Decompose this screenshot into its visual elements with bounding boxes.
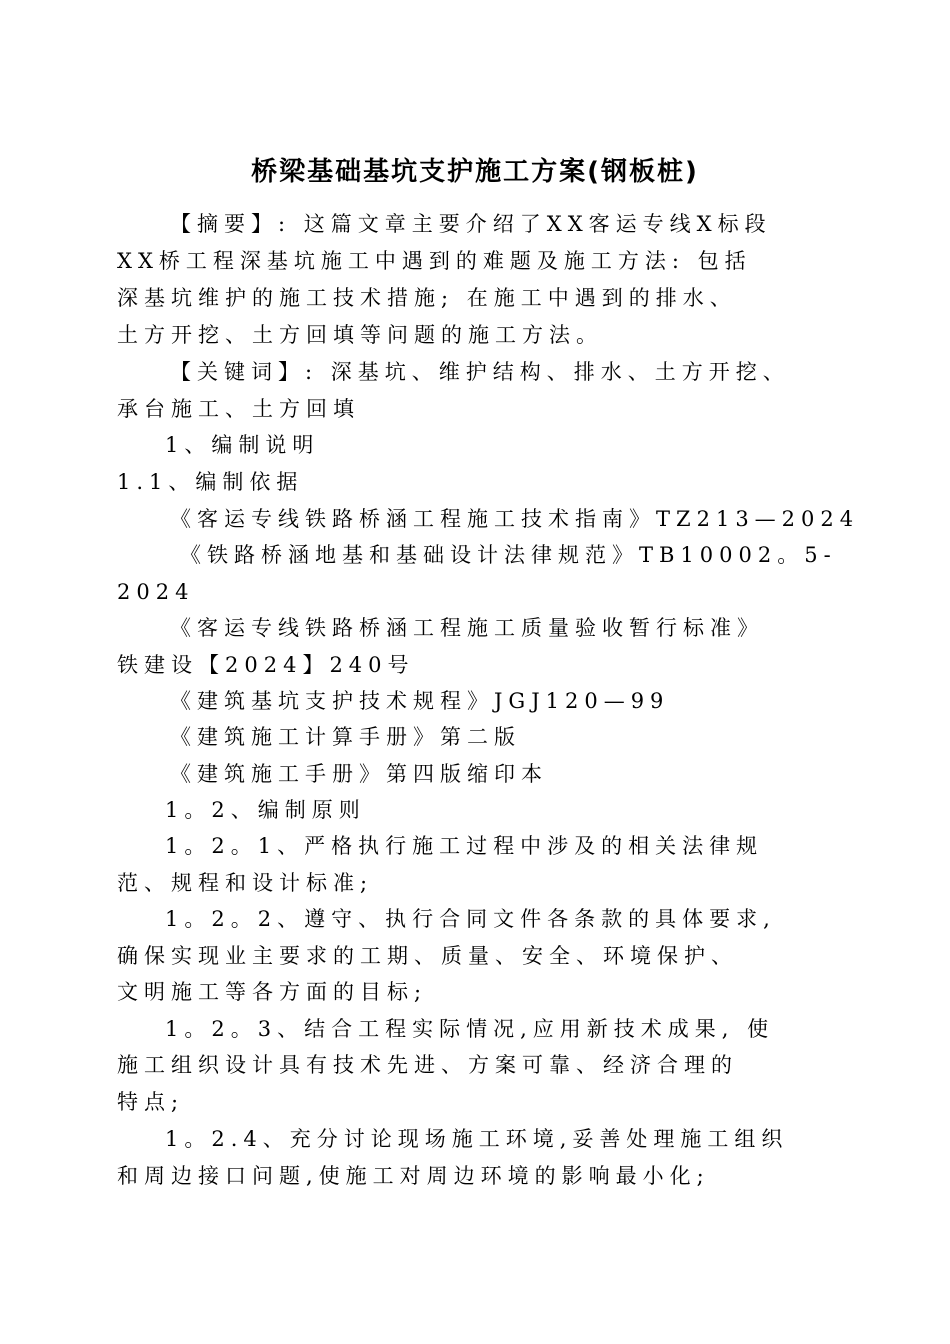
reference-line: 《建筑基坑支护技术规程》JGJ120—99 (170, 689, 670, 713)
subsection-heading: 1。2、编制原则 (165, 798, 366, 822)
principle-line: 特点; (117, 1090, 185, 1114)
abstract-line-3: 深基坑维护的施工技术措施; 在施工中遇到的排水、 (117, 286, 737, 310)
reference-line: 《客运专线铁路桥涵工程施工技术指南》TZ213—2024 (170, 507, 860, 531)
principle-line: 和周边接口问题,使施工对周边环境的影响最小化; (117, 1164, 710, 1188)
reference-line: 铁建设【2024】240号 (117, 653, 415, 677)
principle-line: 范、规程和设计标准; (117, 871, 374, 895)
keywords-line-2: 承台施工、土方回填 (117, 397, 360, 421)
principle-line: 文明施工等各方面的目标; (117, 980, 428, 1004)
principle-line: 1。2.4、充分讨论现场施工环境,妥善处理施工组织 (165, 1127, 789, 1151)
abstract-line-2: XX桥工程深基坑施工中遇到的难题及施工方法: 包括 (117, 249, 752, 273)
reference-line: 《客运专线铁路桥涵工程施工质量验收暂行标准》 (170, 616, 764, 640)
reference-line: 2024 (117, 580, 195, 604)
principle-line: 1。2。1、严格执行施工过程中涉及的相关法律规 (165, 834, 764, 858)
principle-line: 1。2。3、结合工程实际情况,应用新技术成果, 使 (165, 1017, 775, 1041)
principle-line: 施工组织设计具有技术先进、方案可靠、经济合理的 (117, 1053, 738, 1077)
reference-line: 《建筑施工手册》第四版缩印本 (170, 762, 548, 786)
subsection-heading: 1.1、编制依据 (117, 470, 304, 494)
principle-line: 确保实现业主要求的工期、质量、安全、环境保护、 (117, 944, 738, 968)
document-title: 桥梁基础基坑支护施工方案(钢板桩) (251, 157, 699, 187)
abstract-line-4: 土方开挖、土方回填等问题的施工方法。 (117, 323, 603, 347)
reference-line: 《建筑施工计算手册》第二版 (170, 725, 521, 749)
abstract-line-1: 【摘要】: 这篇文章主要介绍了XX客运专线X标段 (170, 212, 772, 236)
section-heading: 1、编制说明 (165, 433, 320, 457)
keywords-line-1: 【关键词】: 深基坑、维护结构、排水、土方开挖、 (170, 360, 790, 384)
principle-line: 1。2。2、遵守、执行合同文件各条款的具体要求, (165, 907, 776, 931)
reference-line: 《铁路桥涵地基和基础设计法律规范》TB10002。5- (180, 543, 837, 567)
